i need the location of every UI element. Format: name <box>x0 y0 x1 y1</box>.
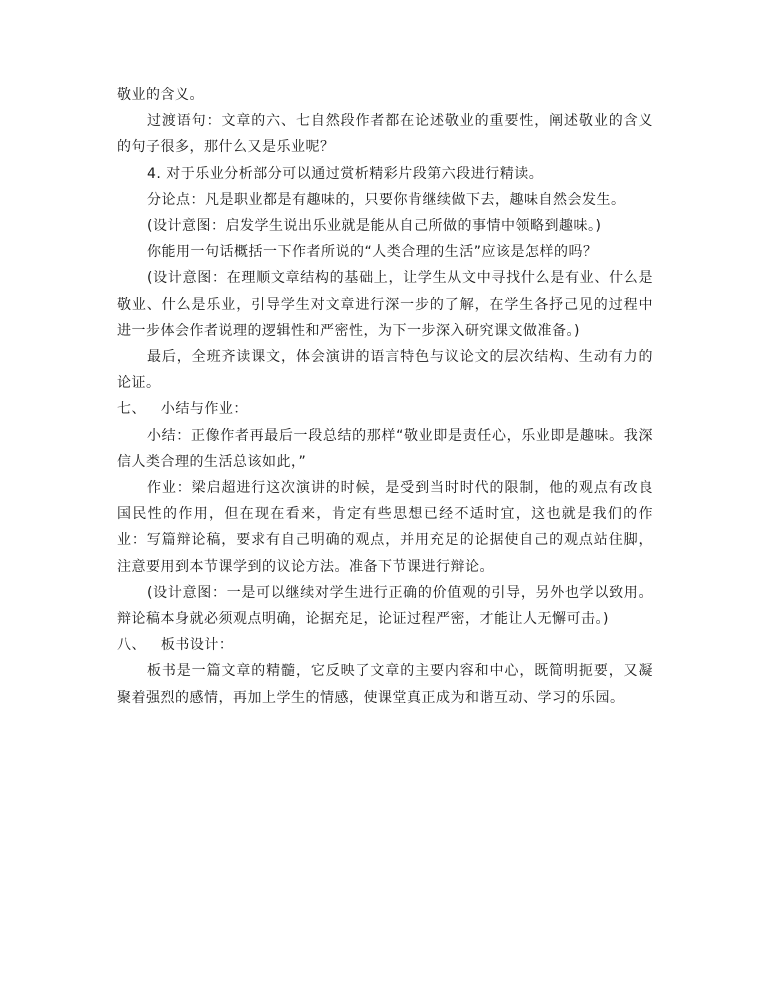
paragraph: (设计意图：一是可以继续对学生进行正确的价值观的引导，另外也学以致用。辩论稿本身就必须观点明确，论据充足，论证过程严密，才能让人无懈可击。) <box>117 584 653 628</box>
paragraph: 你能用一句话概括一下作者所说的“人类合理的生活”应该是怎样的吗？ <box>147 244 598 261</box>
paragraph: 敬业的含义。 <box>117 87 204 103</box>
section-heading-8: 八、 板书设计： <box>117 637 234 654</box>
paragraph: 最后，全班齐读课文，体会演讲的语言特色与议论文的层次结构、生动有力的论证。 <box>117 349 653 392</box>
paragraph: (设计意图：启发学生说出乐业就是能从自己所做的事情中领略到趣味。) <box>147 218 602 235</box>
paragraph: 小结：正像作者再最后一段总结的那样“敬业即是责任心，乐业即是趣味。我深信人类合理的生活总该如此，” <box>117 427 653 470</box>
paragraph: 4. 对于乐业分析部分可以通过赏析精彩片段第六段进行精读。 <box>147 165 544 182</box>
paragraph: 分论点：凡是职业都是有趣味的，只要你肯继续做下去，趣味自然会发生。 <box>147 191 626 208</box>
document-page <box>117 82 653 711</box>
paragraph: (设计意图：在理顺文章结构的基础上，让学生从文中寻找什么是有业、什么是敬业、什么是乐业，引导学生对文章进行深一步的了解，在学生各抒己见的过程中进一步体会作者说理的逻辑性和严密性，为下一步深入研究课文做准备。) <box>117 270 653 339</box>
section-heading-7: 七、 小结与作业： <box>117 401 248 418</box>
paragraph: 作业：梁启超进行这次演讲的时候，是受到当时时代的限制，他的观点有改良国民性的作用，但在现在看来，肯定有些思想已经不适时宜，这也就是我们的作业：写篇辩论稿，要求有自己明确的观点，并用充足的论据使自己的观点站住脚，注意要用到本节课学到的议论方法。准备下节课进行辩论。 <box>117 480 653 575</box>
paragraph: 过渡语句：文章的六、七自然段作者都在论述敬业的重要性，阐述敬业的含义的句子很多，那什么又是乐业呢？ <box>117 113 653 156</box>
paragraph: 板书是一篇文章的精髓，它反映了文章的主要内容和中心，既简明扼要，又凝聚着强烈的感情，再加上学生的情感，使课堂真正成为和谐互动、学习的乐园。 <box>117 663 653 706</box>
